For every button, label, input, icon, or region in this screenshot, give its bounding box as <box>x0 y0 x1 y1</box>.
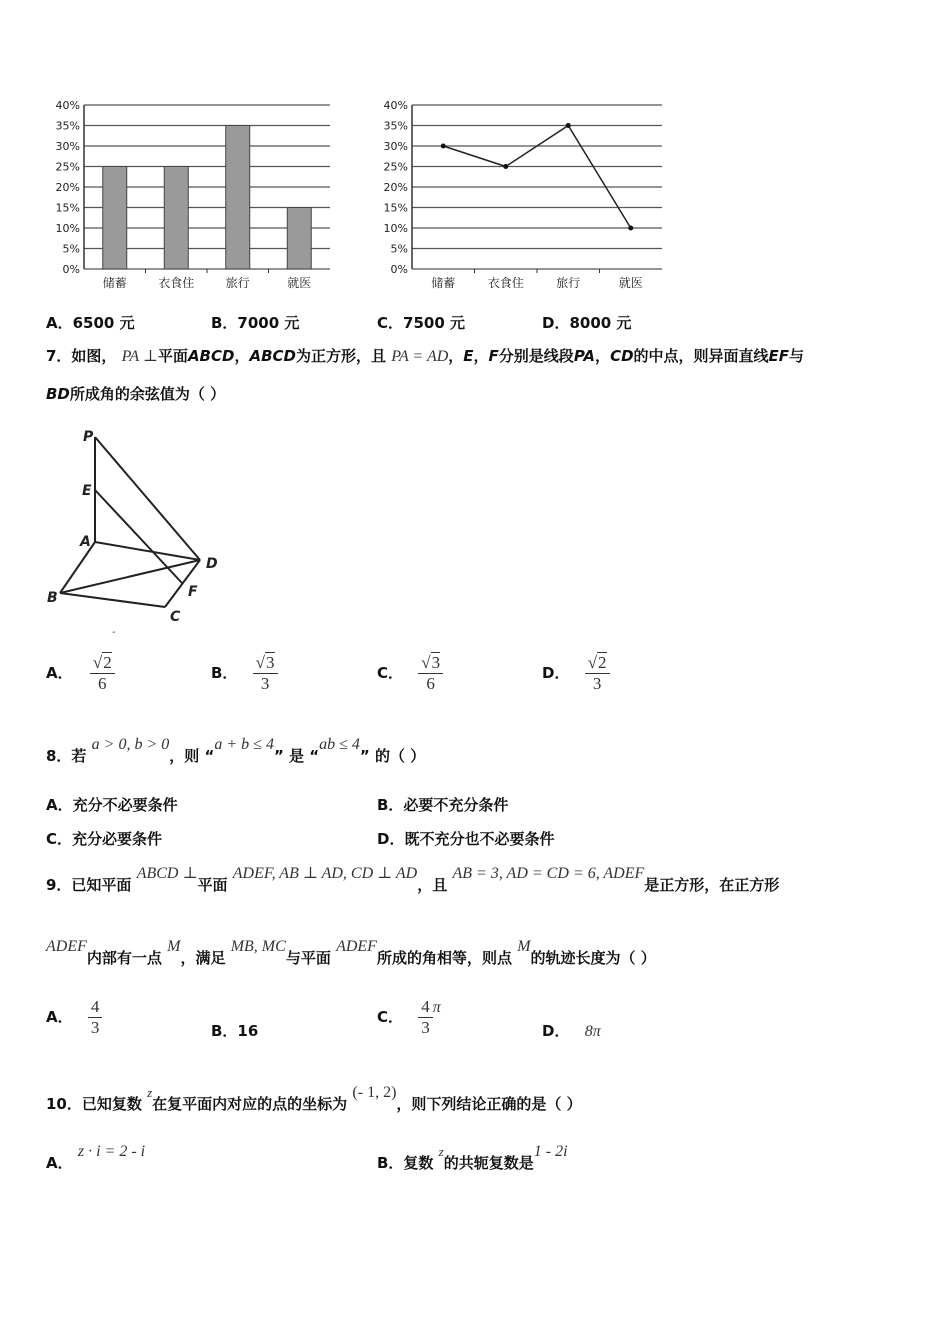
q9-option-a-label: A． <box>46 1008 73 1026</box>
q7-option-d[interactable] <box>542 653 610 694</box>
q7-option-c-label: C． <box>377 664 404 682</box>
q9-option-c-fraction: $\frac{4}{3}$ <box>418 997 433 1038</box>
q7-text: 分别是线段 <box>498 347 574 365</box>
q9-expr: ADEF <box>46 938 87 955</box>
q7-expr-pa-perp: PA ⊥ <box>121 348 158 365</box>
q9-expr: MB, MC <box>230 938 286 955</box>
q9-option-d-label: D． <box>542 1022 570 1040</box>
y-tick-label: 20% <box>383 181 408 194</box>
x-tick-label: 储蓄 <box>102 276 127 290</box>
q9-stem-line1 <box>46 865 780 895</box>
q7-option-c[interactable] <box>377 653 443 694</box>
q9-expr: ADEF <box>336 938 377 955</box>
q7-text: 为正方形，且 <box>295 347 386 365</box>
x-tick-label: 衣食住 <box>158 276 195 290</box>
data-point <box>628 226 633 231</box>
q7-text: ， <box>473 347 489 365</box>
q9-text: 与平面 <box>285 949 331 967</box>
bar <box>103 167 127 270</box>
x-tick-label: 就医 <box>618 276 643 290</box>
q8-text: ” 的（ ） <box>359 747 426 765</box>
q9-text: 是正方形，在正方形 <box>644 876 780 894</box>
q10-option-a-expr: z · i = 2 - i <box>77 1143 146 1160</box>
q8-expr-sum: a + b ≤ 4 <box>214 736 274 753</box>
q6-option-d[interactable]: D．8000 元 <box>542 314 632 332</box>
q9-expr: ABCD ⊥ <box>136 865 198 882</box>
q7-option-a-fraction: $\frac{√2}{6}$ <box>90 653 115 694</box>
q9-expr: M <box>167 938 181 955</box>
fig-label-c: C <box>170 609 181 625</box>
bar <box>164 167 188 270</box>
fig-label-e: E <box>82 483 92 499</box>
series-line <box>443 126 631 229</box>
q9-text: 的轨迹长度为（ ） <box>530 949 656 967</box>
y-tick-label: 10% <box>383 222 408 235</box>
x-tick-label: 就医 <box>287 276 312 290</box>
y-tick-label: 15% <box>55 201 80 215</box>
q7-pyramid-figure <box>40 420 240 640</box>
y-tick-label: 5% <box>390 242 408 256</box>
q7-option-c-fraction: $\frac{√3}{6}$ <box>418 653 443 694</box>
y-tick-label: 35% <box>383 119 408 133</box>
q7-number: 7．如图， <box>46 347 117 365</box>
q9-text: 内部有一点 <box>86 949 162 967</box>
x-tick-label: 旅行 <box>556 276 581 290</box>
q9-expr: AB = 3, AD = CD = 6, ADEF <box>452 865 645 882</box>
data-point <box>503 164 508 169</box>
q9-option-b[interactable]: B．16 <box>211 1022 259 1040</box>
q10-text: ，则下列结论正确的是（ ） <box>396 1095 582 1113</box>
q7-text: 与 <box>789 347 805 365</box>
bar-chart <box>40 95 340 295</box>
q7-option-b-fraction: $\frac{√3}{3}$ <box>253 653 278 694</box>
q9-option-d[interactable] <box>542 1020 601 1041</box>
q10-option-b-expr: 1 - 2i <box>533 1143 568 1160</box>
q7-text: 的中点，则异面直线 <box>633 347 769 365</box>
q7-option-b-label: B． <box>211 664 238 682</box>
q10-option-b-z: z <box>438 1144 444 1159</box>
y-tick-label: 40% <box>55 99 80 112</box>
q7-expr-abcd: ABCD <box>187 347 235 365</box>
y-tick-label: 0% <box>390 263 408 276</box>
bar <box>226 126 250 270</box>
q7-option-a-label: A． <box>46 664 73 682</box>
q8-number: 8．若 <box>46 747 87 765</box>
q10-option-a-label: A． <box>46 1154 73 1172</box>
q7-expr-ef: EF <box>768 347 790 365</box>
q9-option-a-fraction: $\frac{4}{3}$ <box>88 997 103 1038</box>
q8-expr-product: ab ≤ 4 <box>319 736 360 753</box>
q7-expr-f: F <box>488 347 499 365</box>
q10-expr-coordinate: (- 1, 2) <box>352 1084 397 1101</box>
q7-expr-e: E <box>463 347 474 365</box>
q7-text: ， <box>595 347 611 365</box>
fig-label-a: A <box>80 534 91 550</box>
q10-option-b[interactable] <box>377 1143 568 1173</box>
data-point <box>441 144 446 149</box>
q10-stem <box>46 1084 582 1114</box>
q7-expr-pa: PA <box>573 347 596 365</box>
y-tick-label: 30% <box>383 140 408 153</box>
q9-option-c-pi: π <box>432 999 441 1016</box>
q9-number: 9．已知平面 <box>46 876 132 894</box>
q10-option-b-label: B．复数 <box>377 1154 434 1172</box>
x-tick-label: 储蓄 <box>431 276 456 290</box>
q9-text: ，且 <box>417 876 448 894</box>
q7-option-a[interactable] <box>46 653 115 694</box>
fig-dot: - <box>112 627 116 638</box>
q7-expr-abcd: ABCD <box>249 347 296 365</box>
q7-text: ， <box>448 347 464 365</box>
q7-text: 所成角的余弦值为（ ） <box>69 385 226 403</box>
x-tick-label: 旅行 <box>225 276 250 290</box>
q9-text: 平面 <box>197 876 228 894</box>
y-tick-label: 25% <box>55 160 80 174</box>
q9-expr: ADEF, AB ⊥ AD, CD ⊥ AD <box>232 865 418 882</box>
fig-label-b: B <box>47 590 58 606</box>
q8-expr-condition: a > 0, b > 0 <box>91 736 170 753</box>
q9-expr: M <box>517 938 531 955</box>
y-tick-label: 40% <box>383 99 408 112</box>
q9-option-d-value: 8π <box>584 1023 601 1040</box>
q7-stem-line2 <box>46 383 225 404</box>
q7-option-d-label: D． <box>542 664 570 682</box>
y-tick-label: 20% <box>55 181 80 194</box>
q9-text: ，满足 <box>180 949 226 967</box>
q7-option-d-fraction: $\frac{√2}{3}$ <box>585 653 610 694</box>
q10-text: 在复平面内对应的点的坐标为 <box>152 1095 348 1113</box>
fig-label-f: F <box>188 584 198 600</box>
data-point <box>566 123 571 128</box>
q9-option-c-label: C． <box>377 1008 404 1026</box>
q9-stem-line2 <box>46 938 656 968</box>
q8-text: ，则 “ <box>169 747 215 765</box>
q8-option-c[interactable]: C．充分必要条件 <box>46 830 163 848</box>
q8-option-a[interactable]: A．充分不必要条件 <box>46 796 178 814</box>
q6-option-a[interactable]: A．6500 元 <box>46 314 135 332</box>
q9-text: 所成的角相等，则点 <box>376 949 512 967</box>
q7-text: 平面 <box>157 347 188 365</box>
q8-option-d[interactable]: D．既不充分也不必要条件 <box>377 830 555 848</box>
q8-stem <box>46 736 426 766</box>
q8-text: ” 是 “ <box>273 747 320 765</box>
q6-option-c[interactable]: C．7500 元 <box>377 314 465 332</box>
line-chart <box>378 95 678 295</box>
q10-option-a[interactable] <box>46 1143 146 1173</box>
y-tick-label: 5% <box>62 242 80 256</box>
x-tick-label: 衣食住 <box>487 276 524 290</box>
fig-label-d: D <box>206 556 218 572</box>
y-tick-label: 15% <box>383 201 408 215</box>
y-tick-label: 0% <box>62 263 80 276</box>
y-tick-label: 10% <box>55 222 80 235</box>
q9-option-c[interactable] <box>377 997 441 1038</box>
q10-number: 10．已知复数 <box>46 1095 142 1113</box>
q7-expr-bd: BD <box>46 385 70 403</box>
q10-option-b-text: 的共轭复数是 <box>443 1154 534 1172</box>
q7-stem-line1 <box>46 345 804 366</box>
q7-text: ， <box>234 347 250 365</box>
y-tick-label: 25% <box>383 160 408 174</box>
y-tick-label: 30% <box>55 140 80 153</box>
q7-expr-cd: CD <box>610 347 634 365</box>
y-tick-label: 35% <box>55 119 80 133</box>
q8-option-b[interactable]: B．必要不充分条件 <box>377 796 509 814</box>
bar <box>287 208 311 270</box>
q7-option-b[interactable] <box>211 653 278 694</box>
q10-expr-z: z <box>147 1085 153 1100</box>
q9-option-a[interactable] <box>46 997 102 1038</box>
fig-label-p: P <box>83 429 94 445</box>
q7-expr-pa-eq-ad: PA = AD <box>391 348 449 365</box>
q6-option-b[interactable]: B．7000 元 <box>211 314 300 332</box>
